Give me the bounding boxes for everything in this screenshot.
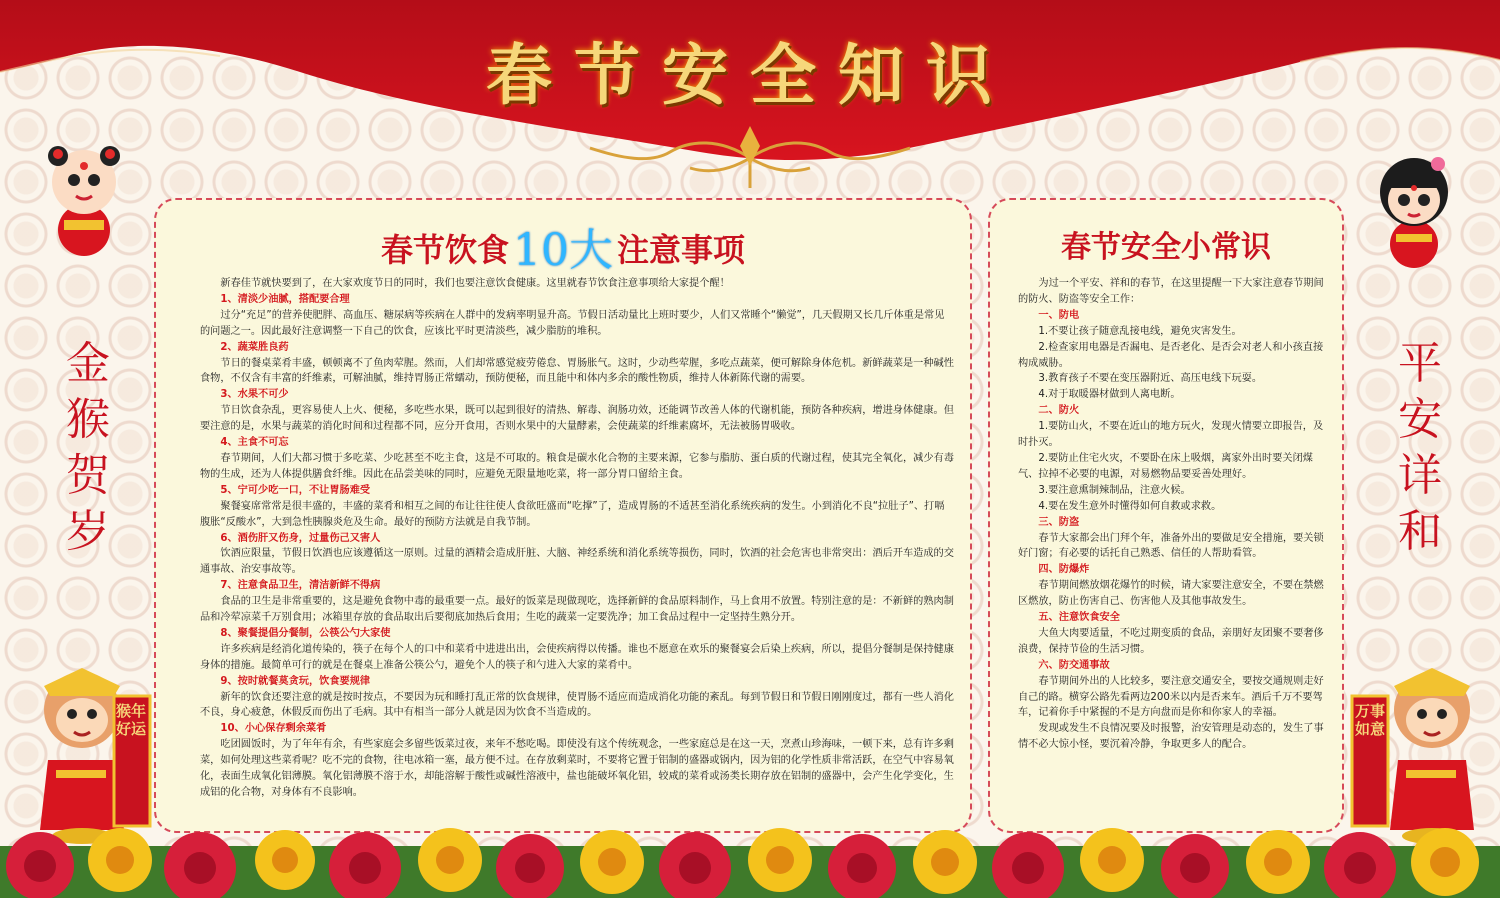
safety-line: 春节期间外出的人比较多，要注意交通安全，要按交通规则走好自己的路。横穿公路先看两边200米以内是否来车。酒后千万不要驾车，记着你手中紧握的不是方向盘而是你和你家人的幸福。: [1018, 675, 1324, 719]
safety-line: 4.对于取暖器材做到人离电断。: [1038, 389, 1181, 401]
diet-section-text: 吃团圆饭时，为了年年有余，有些家庭会多留些饭菜过夜，来年不愁吃喝。即使没有这个传统观念，一些家庭总是在这一天，烹煮山珍海味，一顿下来，总有许多剩菜，如何处理这些菜肴呢？吃不完的食物，往电冰箱一塞，最方便不过。在存放剩菜时，不要将它置于铝制的盛器或锅内，因为铝的化学性质非常活跃，在空气中容易氧化，表面生成氧化铝薄膜。氧化铝薄膜不溶于水，却能溶解于酸性或碱性溶液中，盐也能破坏氧化铝，较咸的菜肴或汤类长期存放在铝制的盛器中，会产生化学变化，生成铝的化合物，对身体有不良影响。: [200, 739, 954, 798]
diet-section-head: 3、水果不可少: [220, 389, 289, 401]
safety-line: 3.要注意熏制辣制品，注意火候。: [1038, 484, 1191, 496]
safety-section-head: 五、注意饮食安全: [1038, 612, 1120, 624]
page-title: 春节安全知识: [486, 36, 1014, 114]
safety-line: 1.不要让孩子随意乱接电线，避免灾害发生。: [1038, 325, 1242, 337]
slogan-left-char: 岁: [66, 506, 110, 557]
safety-line: 春节期间燃放烟花爆竹的时候，请大家要注意安全，不要在禁燃区燃放，防止伤害自己、伤害他人及其他事故发生。: [1018, 580, 1324, 608]
diet-title-number: 10大: [513, 225, 613, 276]
diet-section-text: 节日饮食杂乱，更容易使人上火、便秘，多吃些水果，既可以起到很好的清热、解毒、润肠功效，还能调节改善人体的代谢机能，预防各种疾病，增进身体健康。但要注意的是，水果与蔬菜的消化时间和过程都不同，应分开食用，否则水果中的大量酵素，会使蔬菜的纤维素腐坏，无法被肠胃吸收。: [200, 405, 954, 433]
diet-title-post: 注意事项: [617, 231, 746, 269]
diet-section-text: 聚餐宴席常常是很丰盛的，丰盛的菜肴和相互之间的布让往往使人食欲旺盛而“吃撑”了，造成胃肠的不适甚至消化系统疾病的发生。小到消化不良“拉肚子”、打嗝腹胀“反酸水”，大到急性胰腺炎危及生命。最好的预防方法就是自我节制。: [200, 500, 945, 528]
diet-section-head: 5、宁可少吃一口，不让胃肠难受: [220, 484, 371, 496]
diet-section-text: 节日的餐桌菜肴丰盛，顿顿离不了鱼肉荤腥。然而，人们却常感觉疲劳倦怠、胃肠胀气。这时，少动些荤腥，多吃点蔬菜，便可解除身体危机。新鲜蔬菜是一种碱性食物，不仅含有丰富的纤维素，可解油腻，维持胃肠正常蠕动，预防便秘，而且能中和体内多余的酸性物质，维持人体新陈代谢的需要。: [200, 357, 954, 385]
diet-section-head: 9、按时就餐莫贪玩，饮食要规律: [220, 675, 371, 687]
safety-tips-body: [1018, 276, 1328, 753]
gold-ornament-icon: [580, 118, 920, 198]
slogan-right-char: 详: [1398, 450, 1442, 501]
safety-section-head: 六、防交通事故: [1038, 659, 1110, 671]
slogan-left-char: 金: [66, 338, 110, 389]
safety-line: 1.要防山火，不要在近山的地方玩火，发现火情要立即报告，及时扑灭。: [1018, 421, 1324, 449]
safety-tips-panel: [988, 198, 1344, 833]
safety-line: 4.要在发生意外时懂得如何自救或求救。: [1038, 500, 1222, 512]
diet-section-head: 8、聚餐提倡分餐制，公筷公勺大家使: [220, 627, 391, 639]
safety-section-head: 三、防盗: [1038, 516, 1080, 528]
diet-tips-body: [200, 276, 954, 801]
monkey-left-banner: 猴年好运: [116, 702, 147, 738]
diet-section-text: 食品的卫生是非常重要的，这是避免食物中毒的最重要一点。最好的饭菜是现做现吃，选择新鲜的食品原料制作，马上食用不放置。特别注意的是：不新鲜的熟肉制品和冷荤凉菜千万别食用；冰箱里存放的食品取出后要彻底加热后食用；生吃的蔬菜一定要洗净；加工食品过程中一定坚持生熟分开。: [200, 596, 954, 624]
safety-section-head: 二、防火: [1038, 405, 1080, 417]
diet-intro: 新春佳节就快要到了，在大家欢度节日的同时，我们也要注意饮食健康。这里就春节饮食注意事项给大家提个醒！: [220, 278, 730, 289]
diet-section-head: 1、清淡少油腻，搭配要合理: [220, 293, 350, 305]
safety-tips-title: 春节安全小常识: [1061, 230, 1271, 265]
safety-section-head: 一、防电: [1038, 309, 1080, 321]
diet-section-text: 春节期间，人们大都习惯于多吃菜、少吃甚至不吃主食，这是不可取的。粮食是碳水化合物的主要来源，它参与脂肪、蛋白质的代谢过程，使其完全氧化，减少有毒物的生成，还为人体提供膳食纤维。因此在品尝美味的同时，应避免无限量地吃菜，将一部分胃口留给主食。: [200, 452, 954, 480]
diet-title-pre: 春节饮食: [380, 231, 509, 269]
slogan-left: [58, 336, 118, 560]
safety-line: 春节大家都会出门拜个年，准备外出的要做足安全措施，要关锁好门窗；有必要的话托自己熟悉、信任的人帮助看管。: [1018, 532, 1324, 560]
fortune-girl-icon: [1368, 140, 1460, 270]
peony-border-icon: [0, 816, 1500, 898]
slogan-right-char: 和: [1398, 506, 1442, 557]
diet-section-head: 10、小心保存剩余菜肴: [220, 723, 327, 735]
diet-section-head: 6、酒伤肝又伤身，过量伤己又害人: [220, 532, 381, 544]
diet-tips-title: [156, 214, 970, 278]
slogan-right-char: 安: [1398, 394, 1442, 445]
slogan-right-char: 平: [1398, 338, 1442, 389]
safety-line: 发现或发生不良情况要及时报警，治安管理是动态的，发生了事情不必大惊小怪，要沉着冷静，争取更多人的配合。: [1018, 723, 1324, 751]
safety-line: 2.要防止住宅火灾，不要卧在床上吸烟，离家外出时要关闭煤气、拉掉不必要的电源，对易燃物品要妥善处理好。: [1018, 452, 1313, 480]
safety-section-head: 四、防爆炸: [1038, 564, 1090, 576]
monkey-right-banner: 万事如意: [1355, 702, 1386, 738]
slogan-left-char: 贺: [66, 450, 110, 501]
safety-intro: 为过一个平安、祥和的春节，在这里提醒一下大家注意春节期间的防火、防盗等安全工作：: [1018, 278, 1324, 305]
safety-line: 3.教育孩子不要在变压器附近、高压电线下玩耍。: [1038, 373, 1263, 385]
diet-section-text: 新年的饮食还要注意的就是按时按点，不要因为玩和睡打乱正常的饮食规律，使胃肠不适应而造成消化功能的紊乱。每到节假日和节假日刚刚度过，都有一些人消化不良，身心疲惫，休假反而伤出了毛病。其中有相当一部分人就是因为饮食不当造成的。: [200, 691, 954, 719]
diet-section-text: 饮酒应限量，节假日饮酒也应该遵循这一原则。过量的酒精会造成肝脏、大脑、神经系统和消化系统等损伤，同时，饮酒的社会危害也非常突出：酒后开车造成的交通事故、治安事故等。: [200, 548, 954, 576]
diet-tips-panel: [154, 198, 972, 833]
diet-section-head: 2、蔬菜胜良药: [220, 341, 289, 353]
safety-line: 大鱼大肉要适量，不吃过期变质的食品，亲朋好友团聚不要奢侈浪费，保持节俭的生活习惯。: [1018, 627, 1324, 655]
safety-line: 2.检查家用电器是否漏电、是否老化、是否会对老人和小孩直接构成威胁。: [1018, 341, 1324, 369]
diet-section-text: 许多疾病是经消化道传染的，筷子在每个人的口中和菜肴中进进出出，会使疾病得以传播。谁也不愿意在欢乐的聚餐宴会后染上疾病，所以，提倡分餐制是保持健康身体的措施。最简单可行的就是在餐桌上准备公筷公勺，避免个人的筷子和勺进入大家的菜肴中。: [200, 643, 954, 671]
fortune-boy-icon: [38, 130, 130, 260]
diet-section-text: 过分“充足”的营养使肥胖、高血压、糖尿病等疾病在人群中的发病率明显升高。节假日活动量比上班时要少，人们又常睡个“懒觉”，几天假期又长几斤体重是常见的问题之一。因此最好注意调整一下自己的饮食，应该比平时更清淡些，减少脂肪的堆积。: [200, 309, 945, 337]
slogan-right: [1390, 336, 1450, 560]
slogan-left-char: 猴: [66, 394, 110, 445]
diet-section-head: 4、主食不可忘: [220, 437, 289, 449]
diet-section-head: 7、注意食品卫生，清洁新鲜不得病: [220, 580, 381, 592]
